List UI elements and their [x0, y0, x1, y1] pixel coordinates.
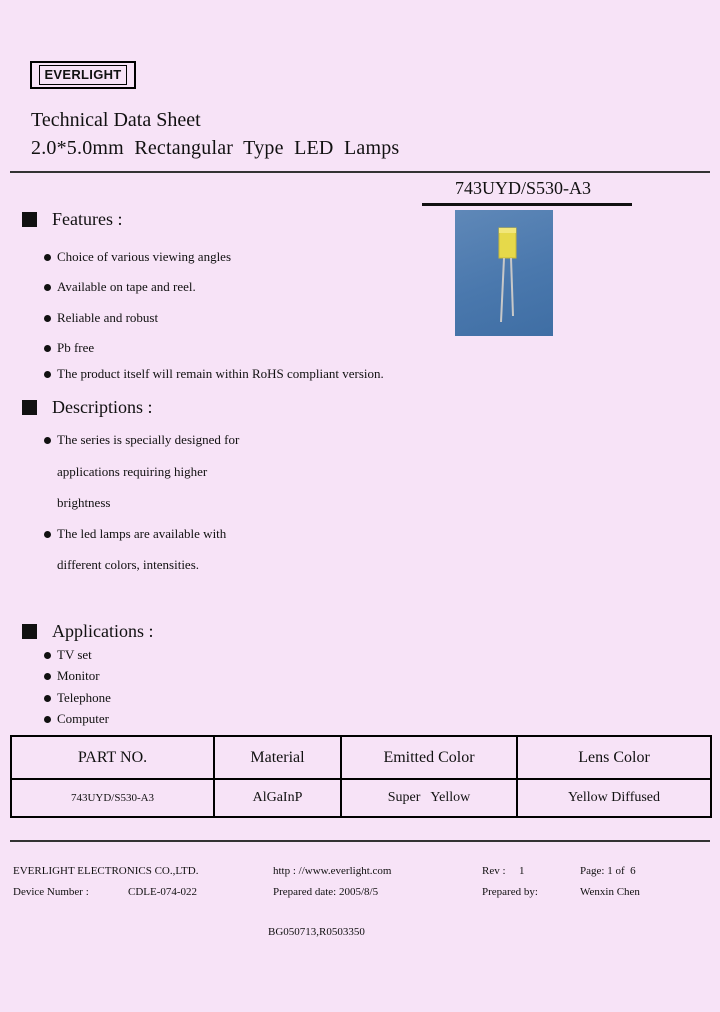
feature-item-text: The product itself will remain within RoHS compliant version. — [57, 366, 384, 381]
table-header-cell: Emitted Color — [341, 736, 517, 779]
application-item-text: Computer — [57, 711, 109, 726]
table-row — [11, 779, 711, 817]
table-cell-lens-color: Yellow Diffused — [517, 779, 711, 817]
feature-item — [44, 310, 158, 326]
feature-item-text: Pb free — [57, 340, 95, 355]
bullet-icon — [44, 437, 51, 444]
application-item — [44, 647, 92, 663]
feature-item-text: Reliable and robust — [57, 310, 159, 325]
footer-divider — [10, 840, 710, 842]
section-square-icon — [22, 624, 37, 639]
spec-table — [10, 735, 712, 818]
feature-item-text: Choice of various viewing angles — [57, 249, 232, 264]
application-item-text: TV set — [57, 647, 92, 662]
footer-prepared-by-value: Wenxin Chen — [580, 886, 640, 898]
features-heading — [22, 209, 122, 230]
bullet-icon — [44, 531, 51, 538]
bullet-icon — [44, 695, 51, 702]
description-text: The led lamps are available with — [57, 526, 227, 541]
section-square-icon — [22, 212, 37, 227]
footer-company: EVERLIGHT ELECTRONICS CO.,LTD. — [13, 865, 199, 877]
feature-item — [44, 366, 384, 382]
applications-heading-text: Applications : — [52, 621, 154, 641]
descriptions-heading-text: Descriptions : — [52, 397, 153, 417]
application-item — [44, 711, 109, 727]
doc-title: Technical Data Sheet — [31, 109, 201, 131]
everlight-logo — [30, 61, 136, 89]
footer-prepared-by-label: Prepared by: — [482, 886, 538, 898]
part-number: 743UYD/S530-A3 — [455, 178, 592, 198]
led-lamp-image — [455, 210, 553, 336]
application-item — [44, 690, 111, 706]
feature-item-text: Available on tape and reel. — [57, 279, 196, 294]
footer-page: Page: 1 of 6 — [580, 865, 636, 877]
bullet-icon — [44, 284, 51, 291]
feature-item — [44, 340, 94, 356]
application-item-text: Monitor — [57, 668, 100, 683]
part-number-underline — [422, 203, 632, 206]
footer-device-value: CDLE-074-022 — [128, 886, 198, 898]
footer-doc-code: BG050713,R0503350 — [268, 926, 365, 938]
features-heading-text: Features : — [52, 209, 123, 229]
bullet-icon — [44, 345, 51, 352]
bullet-icon — [44, 315, 51, 322]
section-square-icon — [22, 400, 37, 415]
description-item — [44, 432, 239, 448]
table-header-cell: PART NO. — [11, 736, 214, 779]
description-item — [44, 526, 226, 542]
application-item — [44, 668, 100, 684]
footer-rev-label: Rev : — [482, 865, 506, 877]
description-text: different colors, intensities. — [57, 557, 200, 572]
logo-text: EVERLIGHT — [39, 65, 126, 85]
doc-subtitle: 2.0*5.0mm Rectangular Type LED Lamps — [31, 137, 400, 159]
footer-url[interactable]: http : //www.everlight.com — [273, 865, 392, 877]
led-product-photo — [455, 210, 553, 336]
description-text: brightness — [57, 495, 111, 510]
bullet-icon — [44, 254, 51, 261]
applications-heading — [22, 621, 154, 642]
table-header-cell: Material — [214, 736, 341, 779]
bullet-icon — [44, 716, 51, 723]
feature-item — [44, 249, 231, 265]
feature-item — [44, 279, 196, 295]
table-header-cell: Lens Color — [517, 736, 711, 779]
table-cell-part-no: 743UYD/S530-A3 — [11, 779, 214, 817]
bullet-icon — [44, 652, 51, 659]
header-divider — [10, 171, 710, 173]
table-cell-material: AlGaInP — [214, 779, 341, 817]
application-item-text: Telephone — [57, 690, 111, 705]
bullet-icon — [44, 673, 51, 680]
bullet-icon — [44, 371, 51, 378]
table-cell-emitted-color: Super Yellow — [341, 779, 517, 817]
description-text: applications requiring higher — [57, 464, 208, 479]
footer-device-label: Device Number : — [13, 886, 89, 898]
footer-prepared-date: Prepared date: 2005/8/5 — [273, 886, 379, 898]
description-text: The series is specially designed for — [57, 432, 240, 447]
descriptions-heading — [22, 397, 153, 418]
footer-rev-value: 1 — [519, 865, 525, 877]
table-header-row — [11, 736, 711, 779]
